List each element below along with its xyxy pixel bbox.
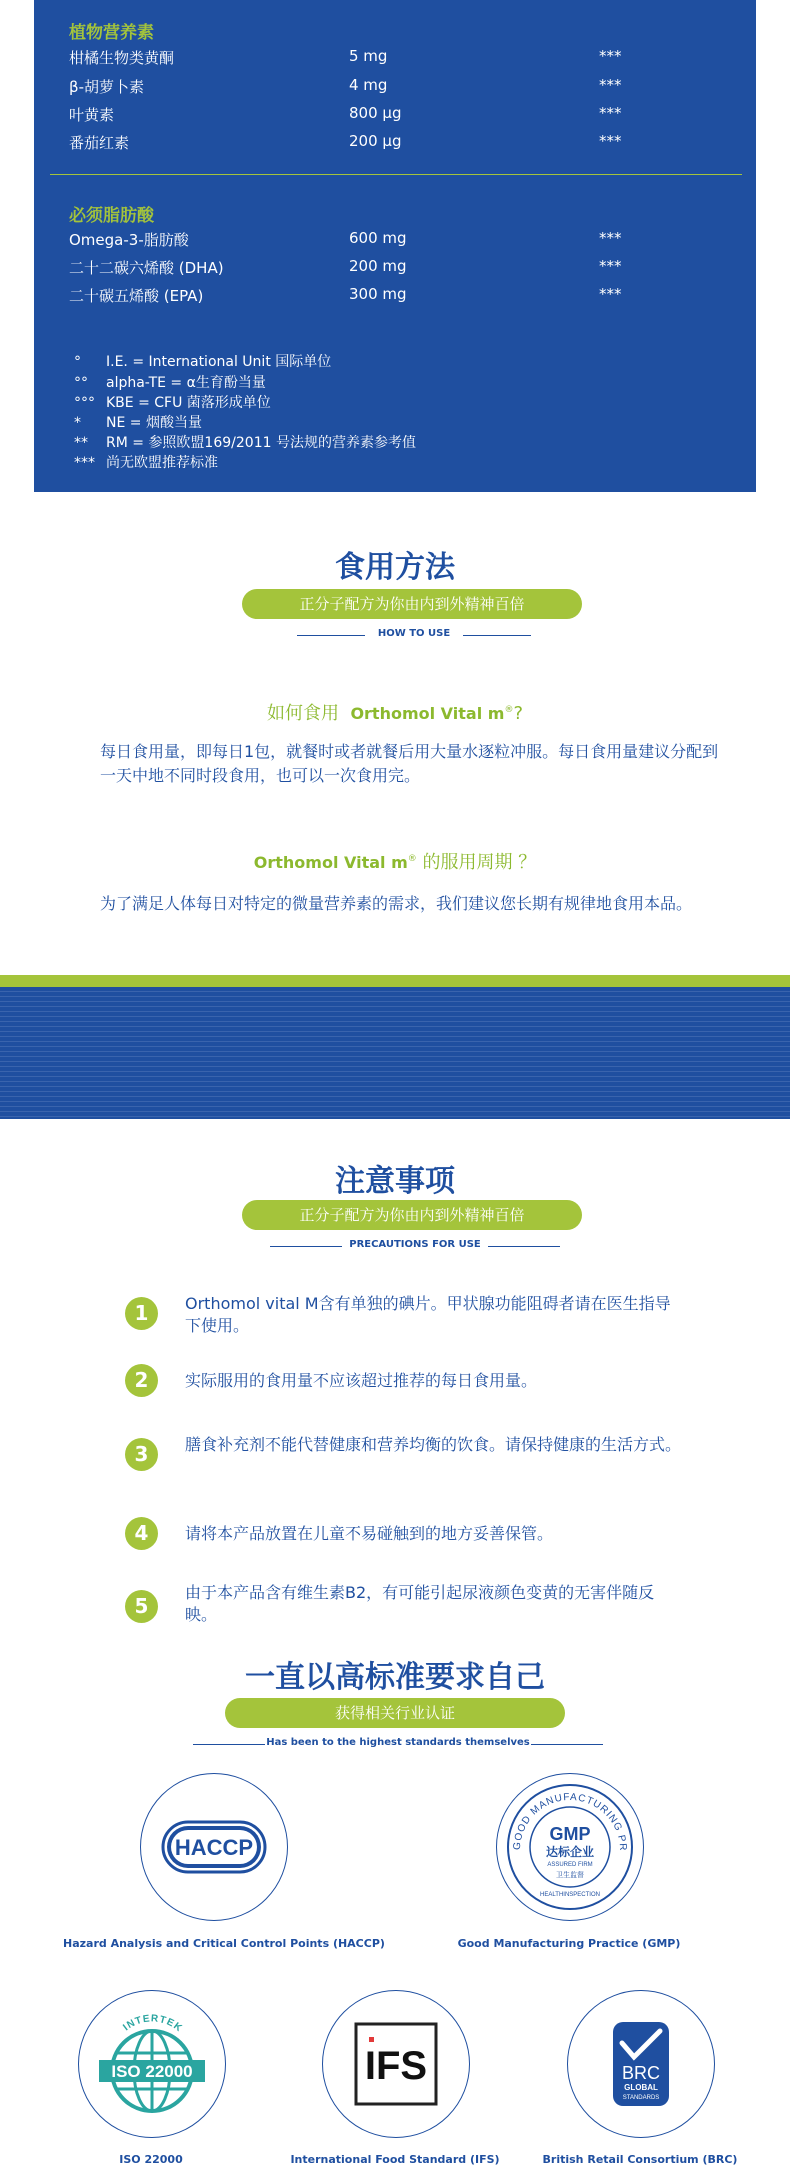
nutrient-name: 叶黄素 xyxy=(69,106,115,124)
subtitle-text: HOW TO USE xyxy=(377,628,451,639)
brc-logo-circle xyxy=(567,1990,715,2138)
gmp-logo-sub: ASSURED FIRM xyxy=(547,1862,593,1868)
iso-ring-text: INTERTEK xyxy=(121,2013,185,2035)
section-title-fatty-acids: 必须脂肪酸 xyxy=(69,206,154,226)
nutrient-rm: *** xyxy=(599,47,622,65)
usage-title: 食用方法 xyxy=(335,550,455,585)
nutrient-rm: *** xyxy=(599,76,622,94)
standards-title: 一直以高标准要求自己 xyxy=(245,1660,545,1695)
nutrient-amount: 4 mg xyxy=(349,76,388,94)
precautions-title: 注意事项 xyxy=(335,1164,455,1199)
nutrient-name: 二十碳五烯酸 (EPA) xyxy=(69,287,204,305)
standards-subtitle xyxy=(193,1737,603,1751)
question-prefix: 如何食用 xyxy=(266,703,339,724)
footnote-symbol: °°° xyxy=(74,395,95,411)
question-suffix: ? xyxy=(513,703,523,724)
footnote-text: RM = 参照欧盟169/2011 号法规的营养素参考值 xyxy=(106,435,416,451)
footnote-text: NE = 烟酸当量 xyxy=(106,415,202,431)
gmp-logo-icon xyxy=(497,1774,643,1920)
haccp-logo-text: HACCP xyxy=(174,1835,254,1860)
precaution-number-badge: 1 xyxy=(125,1297,158,1330)
nutrient-name: 二十二碳六烯酸 (DHA) xyxy=(69,259,224,277)
precaution-text: 由于本产品含有维生素B2，有可能引起尿液颜色变黄的无害伴随反映。 xyxy=(185,1583,655,1624)
gmp-ring-text: GOOD MANUFACTURING PR xyxy=(511,1791,629,1852)
nutrient-row xyxy=(69,229,729,253)
precaution-text: 请将本产品放置在儿童不易碰触到的地方妥善保管。 xyxy=(185,1524,554,1543)
nutrient-rm: *** xyxy=(599,104,622,122)
brc-logo-icon xyxy=(568,1991,714,2137)
precaution-text: Orthomol vital M含有单独的碘片。甲状腺功能阻碍者请在医生指导下使用。 xyxy=(185,1294,671,1335)
nutrient-rm: *** xyxy=(599,132,622,150)
gmp-logo-foot: HEALTHINSPECTION xyxy=(540,1892,600,1898)
nutrient-row xyxy=(69,47,729,71)
iso-logo-circle xyxy=(78,1990,226,2138)
nutrient-amount: 200 µg xyxy=(349,132,402,150)
subtitle-text: PRECAUTIONS FOR USE xyxy=(349,1239,481,1250)
footnote xyxy=(74,432,416,452)
nutrient-rm: *** xyxy=(599,257,622,275)
gmp-logo-circle xyxy=(496,1773,644,1921)
precautions-subtitle xyxy=(270,1239,560,1253)
footnote-symbol: *** xyxy=(74,455,95,471)
cert-label-ifs: International Food Standard (IFS) xyxy=(290,2153,500,2166)
nutrient-name: Omega-3-脂肪酸 xyxy=(69,231,189,249)
nutrient-panel xyxy=(34,0,756,492)
section-divider xyxy=(50,174,742,175)
cert-label-gmp: Good Manufacturing Practice (GMP) xyxy=(457,1937,681,1950)
precaution-text: 实际服用的食用量不应该超过推荐的每日食用量。 xyxy=(185,1371,538,1390)
subtitle-text: Has been to the highest standards themselves xyxy=(266,1737,530,1748)
nutrient-row xyxy=(69,257,729,281)
haccp-logo-circle xyxy=(140,1773,288,1921)
nutrient-name: 番茄红素 xyxy=(69,134,130,152)
usage-question-how xyxy=(0,699,790,725)
stripe-band-green xyxy=(0,975,790,987)
usage-answer-how: 每日食用量，即每日1包，就餐时或者就餐后用大量水逐粒冲服。每日食用量建议分配到一天中地不同时段食用，也可以一次食用完。 xyxy=(100,742,719,785)
footnote-symbol: ° xyxy=(74,354,81,370)
usage-question-period xyxy=(0,848,790,874)
footnote-text: alpha-TE = α生育酚当量 xyxy=(106,375,266,391)
brand-name: Orthomol Vital m xyxy=(350,704,505,723)
cert-label-brc: British Retail Consortium (BRC) xyxy=(542,2153,738,2166)
precaution-number-badge: 4 xyxy=(125,1517,158,1550)
precaution-number-badge: 3 xyxy=(125,1438,158,1471)
brc-logo-text: BRC xyxy=(621,2063,661,2083)
iso-globe-icon xyxy=(79,1991,225,2137)
brc-logo-sub: GLOBAL xyxy=(624,2083,658,2092)
footnote-text: 尚无欧盟推荐标准 xyxy=(106,455,218,471)
nutrient-amount: 200 mg xyxy=(349,257,407,275)
nutrient-amount: 600 mg xyxy=(349,229,407,247)
footnote-text: KBE = CFU 菌落形成单位 xyxy=(106,395,271,411)
nutrient-row xyxy=(69,285,729,309)
footnote xyxy=(74,372,266,392)
footnote xyxy=(74,412,202,432)
stripe-band-blue xyxy=(0,987,790,1119)
precautions-slogan-pill: 正分子配方为你由内到外精神百倍 xyxy=(242,1200,582,1230)
usage-subtitle xyxy=(297,628,531,642)
question-suffix: 的服用周期 ？ xyxy=(422,852,537,873)
iso-logo-text: ISO 22000 xyxy=(111,2062,193,2081)
cert-label-haccp: Hazard Analysis and Critical Control Points (HACCP) xyxy=(63,1937,385,1950)
footnote xyxy=(74,392,271,412)
nutrient-row xyxy=(69,132,729,156)
nutrient-amount: 300 mg xyxy=(349,285,407,303)
nutrient-rm: *** xyxy=(599,285,622,303)
gmp-logo-text: GMP xyxy=(549,1824,591,1844)
gmp-logo-cn: 达标企业 xyxy=(545,1845,595,1859)
footnote-symbol: °° xyxy=(74,375,88,391)
registered-mark: ® xyxy=(407,854,417,864)
standards-slogan-pill: 获得相关行业认证 xyxy=(225,1698,565,1728)
nutrient-name: β-胡萝卜素 xyxy=(69,78,144,96)
nutrient-name: 柑橘生物类黄酮 xyxy=(69,49,175,67)
nutrient-row xyxy=(69,104,729,128)
footnote xyxy=(74,452,218,472)
ifs-logo-text: IFS xyxy=(364,2044,428,2088)
footnote-text: I.E. = International Unit 国际单位 xyxy=(106,354,332,370)
footnote-symbol: ** xyxy=(74,435,88,451)
usage-answer-period: 为了满足人体每日对特定的微量营养素的需求，我们建议您长期有规律地食用本品。 xyxy=(100,894,693,913)
cert-label-iso: ISO 22000 xyxy=(119,2153,183,2166)
brand-name: Orthomol Vital m xyxy=(253,853,408,872)
footnote-symbol: * xyxy=(74,415,81,431)
footnote xyxy=(74,351,331,371)
precaution-number-badge: 5 xyxy=(125,1590,158,1623)
precaution-text: 膳食补充剂不能代替健康和营养均衡的饮食。请保持健康的生活方式。 xyxy=(185,1435,682,1454)
precaution-number-badge: 2 xyxy=(125,1364,158,1397)
section-title-phyto: 植物营养素 xyxy=(69,23,154,43)
nutrient-rm: *** xyxy=(599,229,622,247)
usage-slogan-pill: 正分子配方为你由内到外精神百倍 xyxy=(242,589,582,619)
gmp-logo-sub2: 卫生监督 xyxy=(556,1871,584,1879)
nutrient-amount: 800 µg xyxy=(349,104,402,122)
ifs-logo-circle xyxy=(322,1990,470,2138)
nutrient-amount: 5 mg xyxy=(349,47,388,65)
brc-logo-sub2: STANDARDS xyxy=(622,2095,660,2101)
registered-mark: ® xyxy=(504,705,514,715)
ifs-logo-icon xyxy=(323,1991,469,2137)
haccp-logo-icon xyxy=(141,1774,287,1920)
nutrient-row xyxy=(69,76,729,100)
